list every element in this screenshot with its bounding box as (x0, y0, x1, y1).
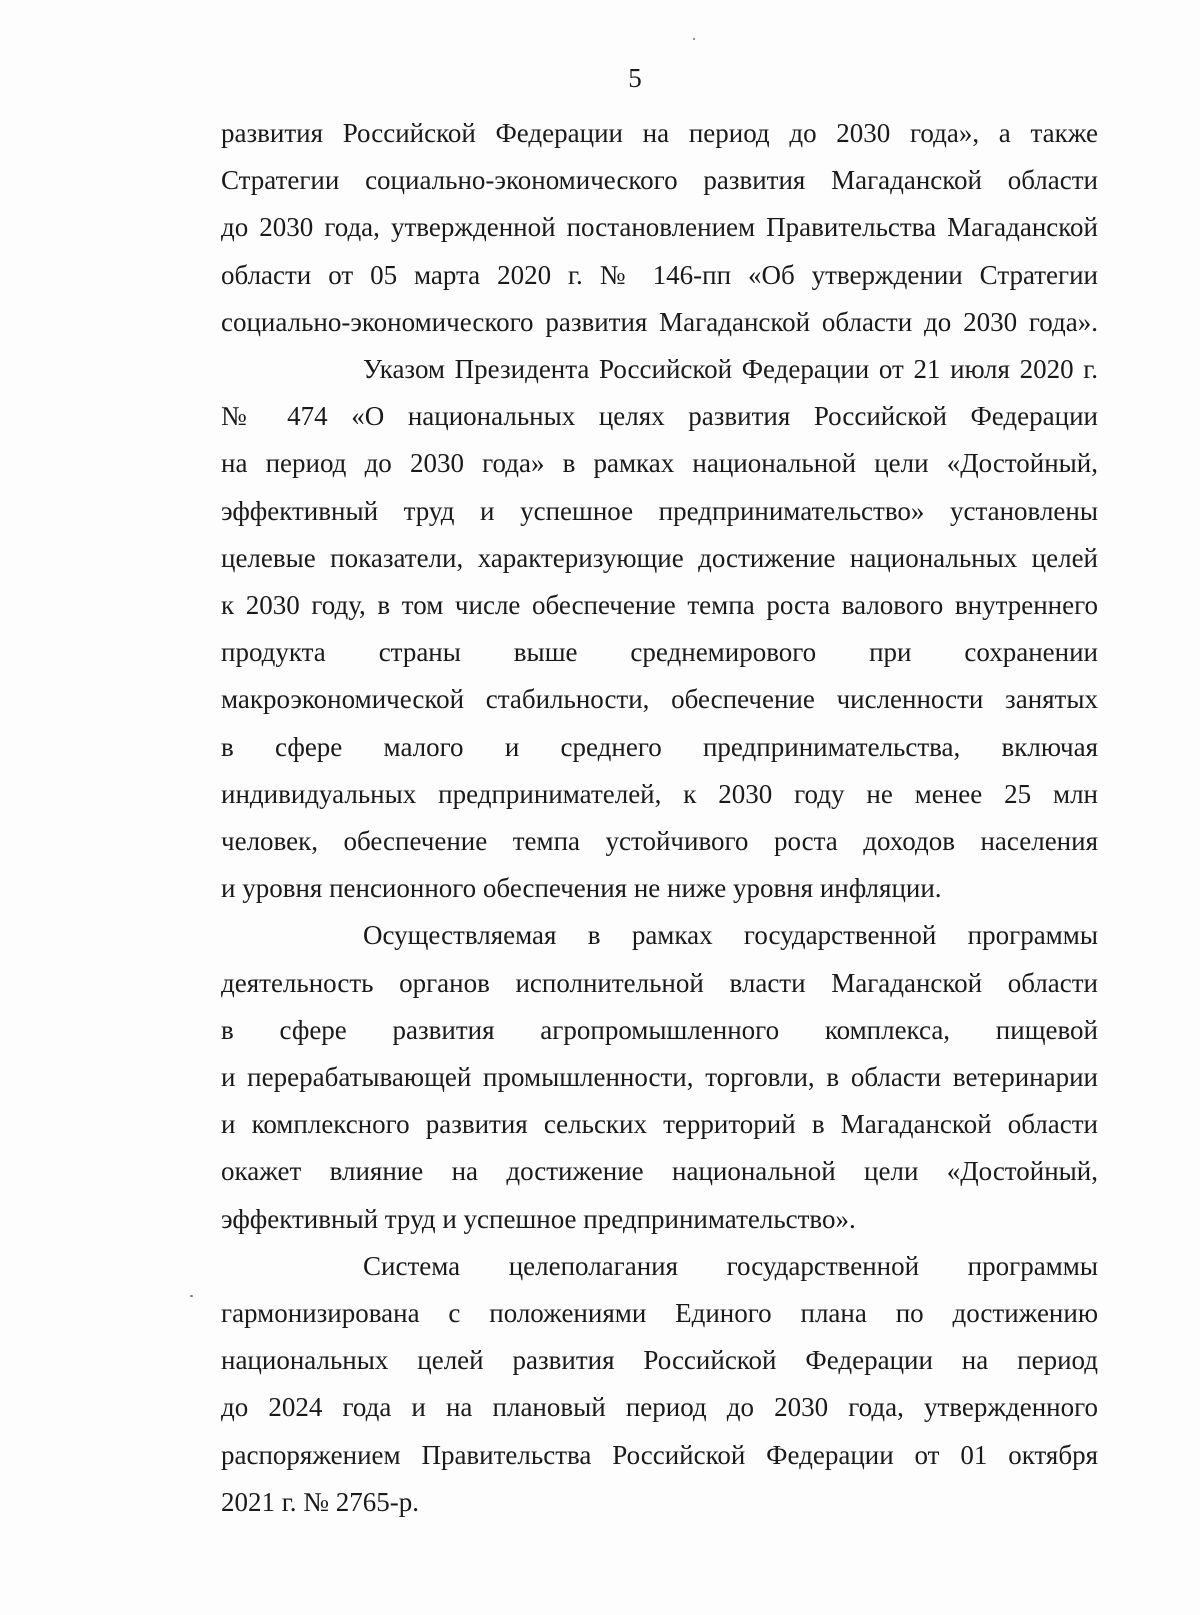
text-line: национальных целей развития Российской Федерации на период (221, 1345, 1098, 1376)
paragraph-1 (221, 110, 1098, 346)
text-line: и уровня пенсионного обеспечения не ниже уровня инфляции. (221, 873, 942, 904)
text-line: целевые показатели, характеризующие достижение национальных целей (221, 542, 1098, 573)
scan-artifact (190, 1295, 193, 1297)
paragraph-4 (221, 1243, 1098, 1526)
scan-artifact (693, 38, 695, 40)
text-line: Осуществляемая в рамках государственной программы (363, 920, 1098, 951)
text-line: окажет влияние на достижение национальной цели «Достойный, (221, 1156, 1098, 1187)
text-line: гармонизирована с положениями Единого плана по достижению (221, 1298, 1098, 1329)
text-line: Стратегии социально-экономического развития Магаданской области (221, 165, 1098, 196)
text-line: области от 05 марта 2020 г. № 146-пп «Об утверждении Стратегии (221, 259, 1098, 290)
text-line: эффективный труд и успешное предпринимательство». (221, 1203, 856, 1234)
paragraph-2 (221, 346, 1098, 912)
document-body (221, 110, 1098, 1526)
text-line: до 2024 года и на плановый период до 2030 года, утвержденного (221, 1392, 1098, 1423)
text-line: Система целеполагания государственной программы (363, 1250, 1098, 1281)
text-line: на период до 2030 года» в рамках национальной цели «Достойный, (221, 448, 1098, 479)
paragraph-3 (221, 912, 1098, 1242)
text-line: в сфере малого и среднего предпринимательства, включая (221, 731, 1098, 762)
text-line: к 2030 году, в том числе обеспечение темпа роста валового внутреннего (221, 590, 1098, 621)
text-line: развития Российской Федерации на период до 2030 года», а также (221, 118, 1098, 148)
text-line: Указом Президента Российской Федерации от 21 июля 2020 г. (363, 354, 1098, 385)
text-line: и перерабатывающей промышленности, торговли, в области ветеринарии (221, 1062, 1098, 1093)
text-line: № 474 «О национальных целях развития Российской Федерации (221, 401, 1098, 432)
text-line: человек, обеспечение темпа устойчивого роста доходов населения (221, 826, 1098, 857)
text-line: в сфере развития агропромышленного комплекса, пищевой (221, 1014, 1098, 1045)
text-line: распоряжением Правительства Российской Федерации от 01 октября (221, 1439, 1098, 1470)
text-line: до 2030 года, утвержденной постановлением Правительства Магаданской (221, 212, 1098, 243)
text-line: социально-экономического развития Магаданской области до 2030 года». (221, 306, 1098, 337)
page-number: 5 (628, 63, 642, 93)
text-line: макроэкономической стабильности, обеспечение численности занятых (221, 684, 1098, 715)
text-line: эффективный труд и успешное предпринимательство» установлены (221, 495, 1098, 526)
text-line: индивидуальных предпринимателей, к 2030 году не менее 25 млн (221, 778, 1098, 809)
text-line: и комплексного развития сельских территорий в Магаданской области (221, 1109, 1098, 1140)
text-line: деятельность органов исполнительной власти Магаданской области (221, 967, 1098, 998)
text-line: продукта страны выше среднемирового при сохранении (221, 637, 1098, 668)
text-line: 2021 г. № 2765-р. (221, 1486, 420, 1517)
